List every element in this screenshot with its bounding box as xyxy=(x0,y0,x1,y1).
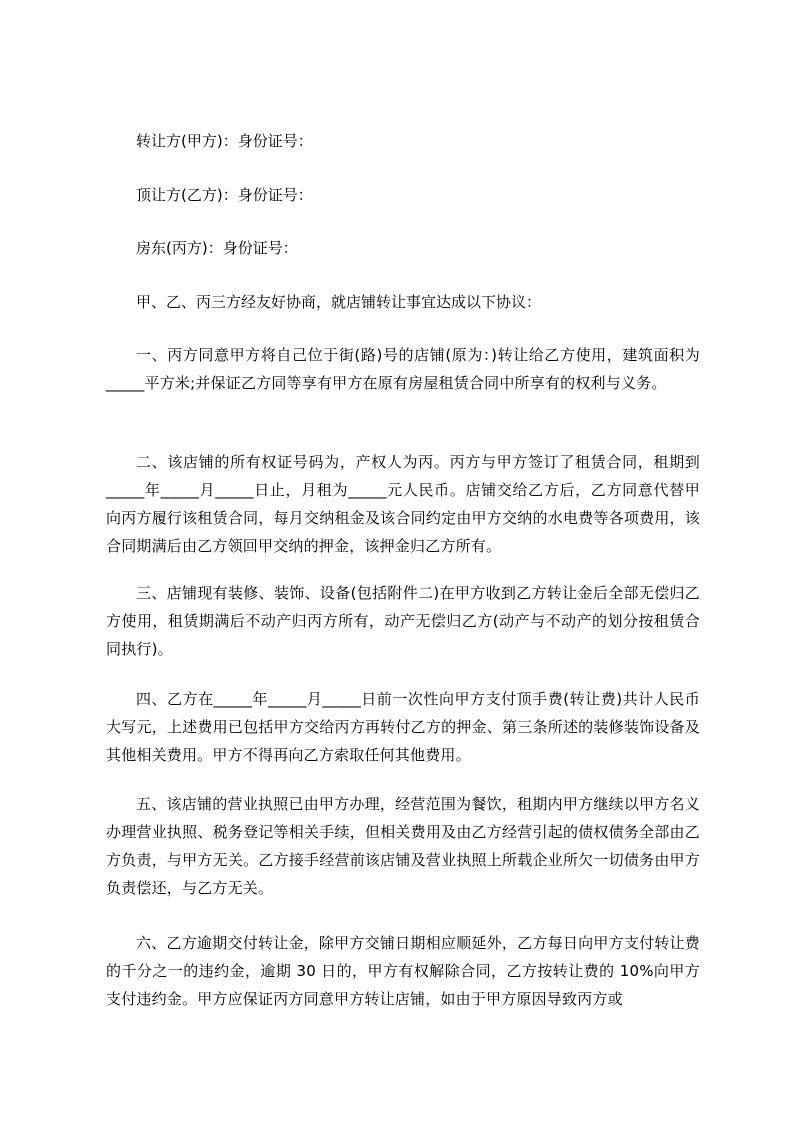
clause-3: 三、店铺现有装修、装饰、设备(包括附件二)在甲方收到乙方转让金后全部无偿归乙方使用，租赁期满后不动产归丙方所有，动产无偿归乙方(动产与不动产的划分按租赁合同执行)。 xyxy=(106,584,700,658)
transferor-line: 转让方(甲方)：身份证号： xyxy=(136,132,313,150)
clause-2: 二、该店铺的所有权证号码为，产权人为丙。丙方与甲方签订了租赁合同，租期到_____年_____月_____日止，月租为_____元人民币。店铺交给乙方后，乙方同意代替甲向丙方履行该租赁合同，每月交纳租金及该合同约定由甲方交纳的水电费等各项费用，该合同期满后由乙方领回甲交纳的押金，该押金归乙方所有。 xyxy=(106,453,700,555)
clause-5: 五、该店铺的营业执照已由甲方办理，经营范围为餐饮，租期内甲方继续以甲方名义办理营业执照、税务登记等相关手续，但相关费用及由乙方经营引起的债权债务全部由乙方负责，与甲方无关。乙方接手经营前该店铺及营业执照上所载企业所欠一切债务由甲方负责偿还，与乙方无关。 xyxy=(106,795,700,897)
transferee-line: 顶让方(乙方)：身份证号： xyxy=(136,186,313,204)
clause-6: 六、乙方逾期交付转让金，除甲方交铺日期相应顺延外，乙方每日向甲方支付转让费的千分之一的违约金，逾期 30 日的，甲方有权解除合同，乙方按转让费的 10%向甲方支付违约金。甲方应保证丙方同意甲方转让店铺，如由于甲方原因导致丙方或 xyxy=(106,934,700,1008)
clause-4: 四、乙方在_____年_____月_____日前一次性向甲方支付顶手费(转让费)共计人民币大写元，上述费用已包括甲方交给丙方再转付乙方的押金、第三条所述的装修装饰设备及其他相关费用。甲方不得再向乙方索取任何其他费用。 xyxy=(106,690,700,764)
landlord-line: 房东(丙方)：身份证号： xyxy=(136,239,298,257)
intro-line: 甲、乙、丙三方经友好协商，就店铺转让事宜达成以下协议： xyxy=(136,293,542,311)
clause-1: 一、丙方同意甲方将自己位于街(路)号的店铺(原为：)转让给乙方使用，建筑面积为_____平方米;并保证乙方同等享有甲方在原有房屋租赁合同中所享有的权利与义务。 xyxy=(106,346,700,392)
